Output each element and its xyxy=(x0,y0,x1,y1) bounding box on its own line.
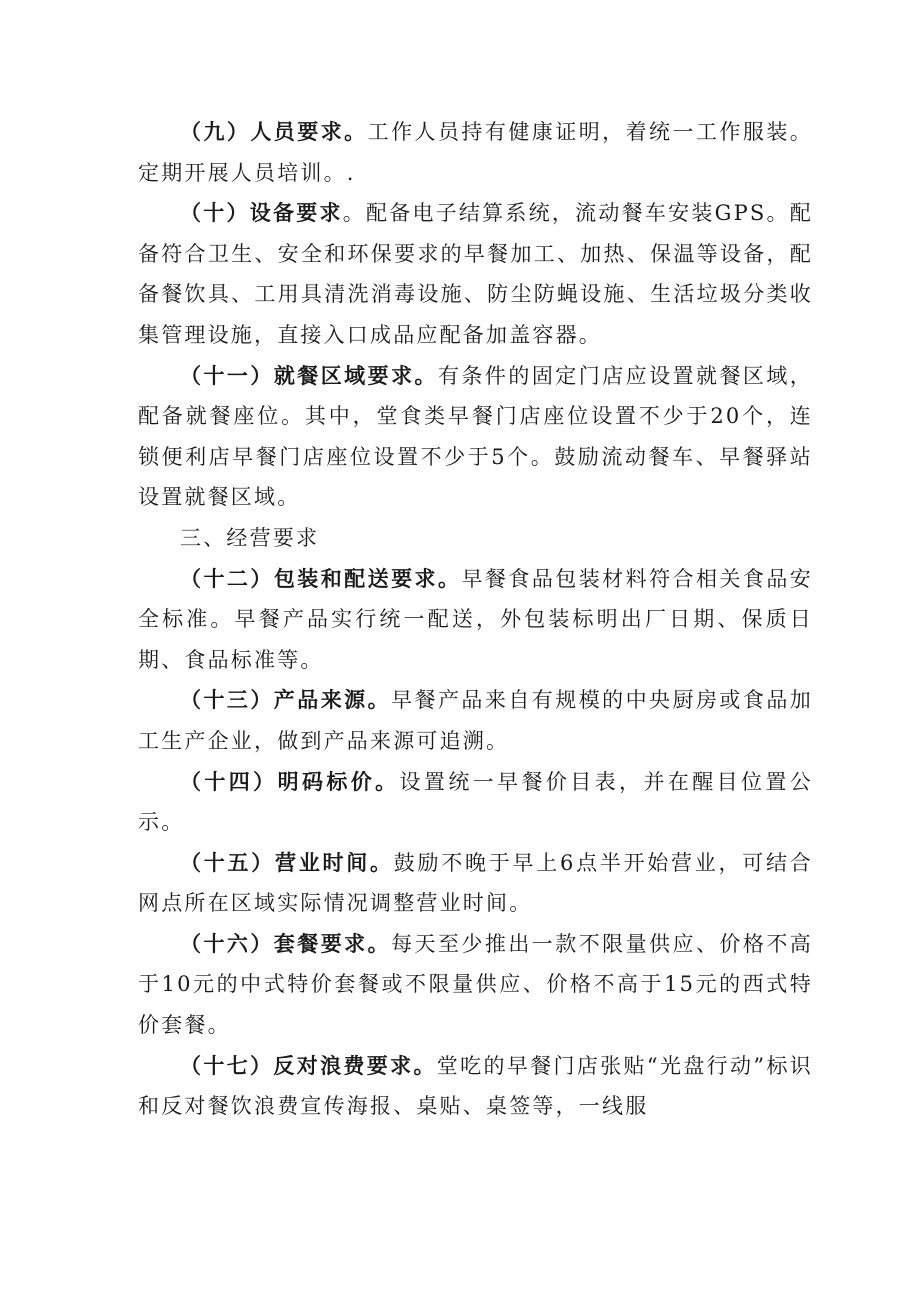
paragraph-lead: （十三）产品来源。 xyxy=(180,687,392,713)
paragraph-lead: （十五）营业时间。 xyxy=(180,849,394,875)
paragraph-business-hours xyxy=(138,843,813,924)
paragraph-personnel xyxy=(138,112,813,193)
paragraph-lead: （十七）反对浪费要求。 xyxy=(180,1052,437,1078)
paragraph-pricing xyxy=(138,762,813,843)
paragraph-lead: （十）设备要求 xyxy=(180,200,343,226)
paragraph-lead: （十四）明码标价。 xyxy=(180,768,400,794)
paragraph-dining-area xyxy=(138,356,813,518)
paragraph-anti-waste xyxy=(138,1046,813,1127)
paragraph-text: 。配备电子结算系统，流动餐车安装GPS。配备符合卫生、安全和环保要求的早餐加工、加热、保温等设备，配备餐饮具、工用具清洗消毒设施、防尘防蝇设施、生活垃圾分类收集管理设施，直接入口成品应配备加盖容器。 xyxy=(138,201,813,347)
paragraph-lead: （十二）包装和配送要求。 xyxy=(180,565,462,591)
paragraph-text: 早餐产品来自有规模的中央厨房或食品加工生产企业，做到产品来源可追溯。 xyxy=(138,688,813,753)
paragraph-lead: （九）人员要求。 xyxy=(180,119,368,144)
paragraph-text: 鼓励不晚于早上6点半开始营业，可结合网点所在区域实际情况调整营业时间。 xyxy=(138,850,813,916)
paragraph-lead: （十一）就餐区域要求。 xyxy=(180,362,438,388)
paragraph-equipment xyxy=(138,193,813,355)
paragraph-text: 堂吃的早餐门店张贴“光盘行动”标识和反对餐饮浪费宣传海报、桌贴、桌签等，一线服 xyxy=(138,1053,813,1119)
paragraph-text: 工作人员持有健康证明，着统一工作服装。定期开展人员培训。. xyxy=(138,120,813,185)
paragraph-text: 设置统一早餐价目表，并在醒目位置公示。 xyxy=(138,769,813,835)
paragraph-packaging xyxy=(138,559,813,681)
paragraph-text: 早餐食品包装材料符合相关食品安全标准。早餐产品实行统一配送，外包装标明出厂日期、保质日期、食品标准等。 xyxy=(138,566,814,672)
paragraph-product-source xyxy=(138,680,813,761)
document-body xyxy=(138,112,813,1127)
paragraph-text: 每天至少推出一款不限量供应、价格不高于10元的中式特价套餐或不限量供应、价格不高于15元的西式特价套餐。 xyxy=(138,931,813,1038)
paragraph-set-meal xyxy=(138,924,813,1046)
paragraph-lead: （十六）套餐要求。 xyxy=(180,930,392,956)
section-heading: 三、经营要求 xyxy=(180,525,320,550)
paragraph-text: 有条件的固定门店应设置就餐区域，配备就餐座位。其中，堂食类早餐门店座位设置不少于20个，连锁便利店早餐门店座位设置不少于5个。鼓励流动餐车、早餐驿站设置就餐区域。 xyxy=(138,363,814,510)
